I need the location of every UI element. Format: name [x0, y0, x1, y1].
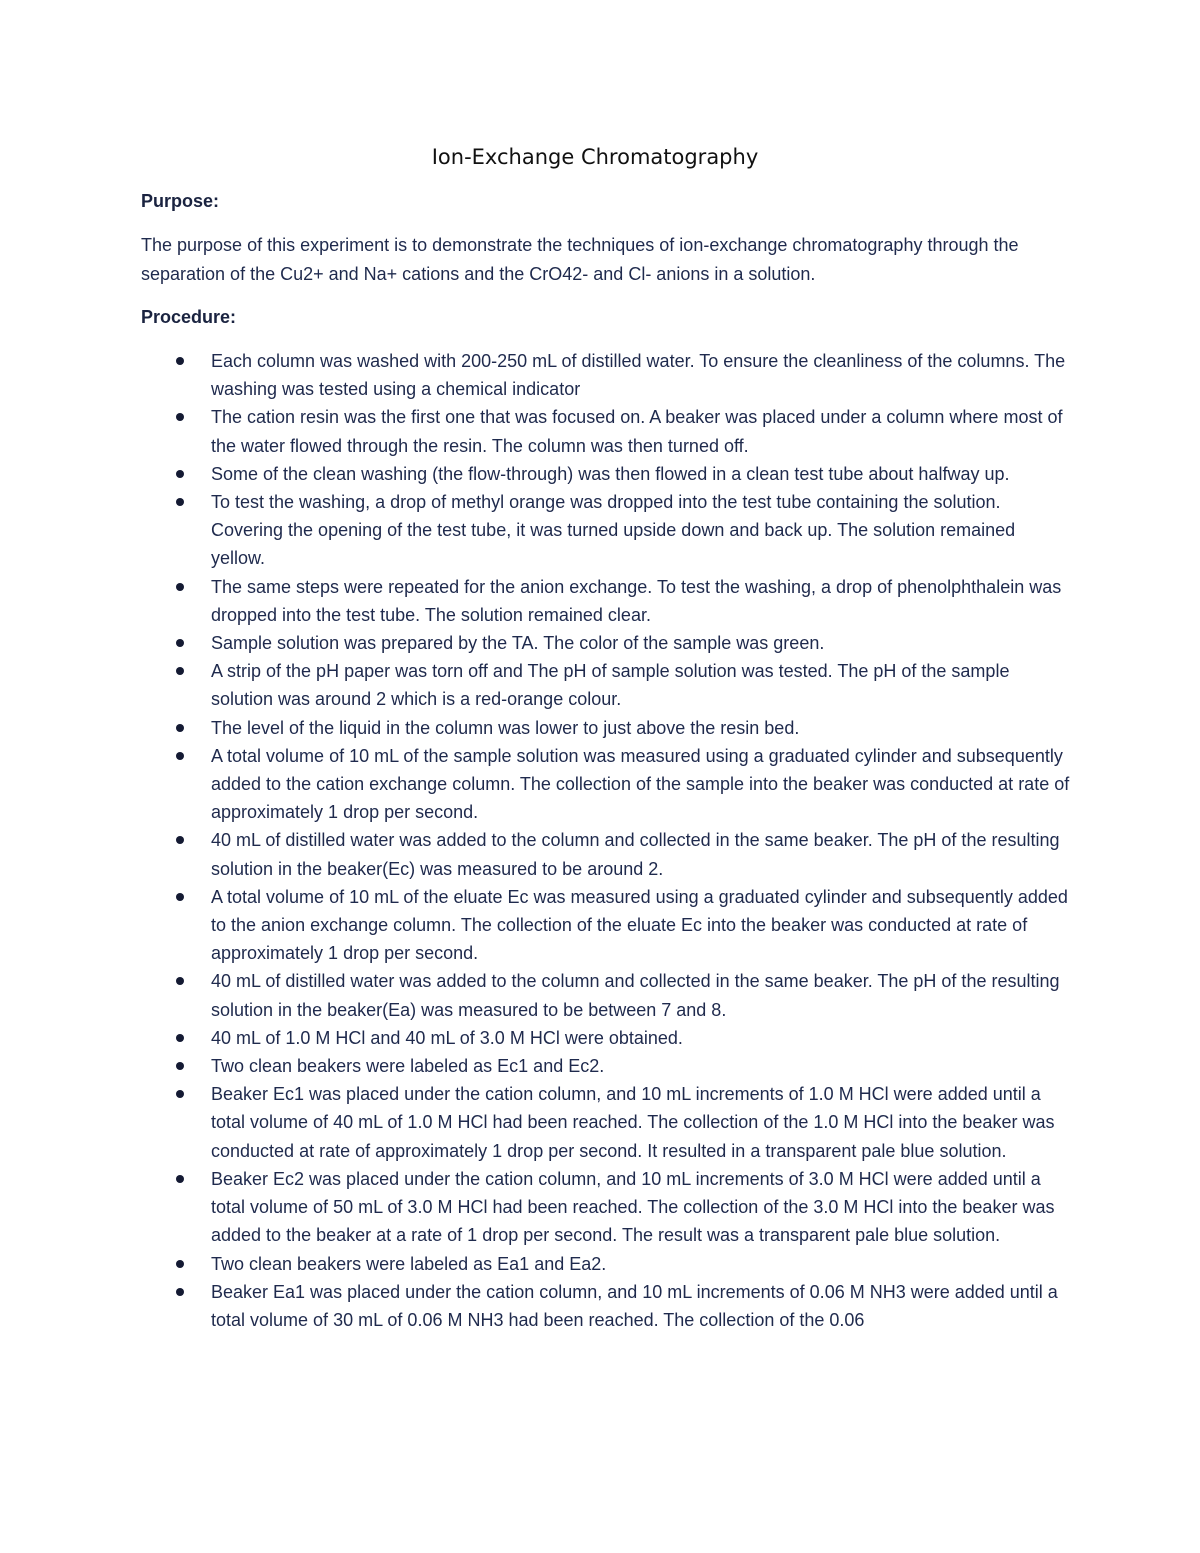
- procedure-step-text: The cation resin was the first one that was focused on. A beaker was placed under a column where most of the water flowed through the resin. The column was then turned off.: [211, 407, 1063, 456]
- procedure-step: [0, 403, 1071, 459]
- procedure-step: [0, 629, 1071, 657]
- procedure-step: [0, 826, 1071, 882]
- bullet-icon: [176, 1175, 184, 1183]
- procedure-step: [0, 967, 1071, 1023]
- procedure-heading: Procedure:: [141, 307, 237, 327]
- purpose-heading: Purpose:: [141, 191, 220, 211]
- procedure-step-text: Some of the clean washing (the flow-through) was then flowed in a clean test tube about halfway up.: [211, 463, 1010, 484]
- bullet-icon: [176, 498, 184, 506]
- bullet-icon: [176, 752, 184, 760]
- bullet-icon: [176, 470, 184, 478]
- bullet-icon: [176, 977, 184, 985]
- procedure-step-text: A total volume of 10 mL of the sample solution was measured using a graduated cylinder and subsequently added to the cation exchange column. The collection of the sample into the beaker was conducted at rate of approximately 1 drop per second.: [211, 745, 1070, 823]
- document-title: Ion-Exchange Chromatography: [431, 145, 759, 169]
- procedure-step-text: 40 mL of 1.0 M HCl and 40 mL of 3.0 M HCl were obtained.: [211, 1027, 683, 1048]
- procedure-step: [0, 1278, 1071, 1334]
- procedure-step-text: The level of the liquid in the column was lower to just above the resin bed.: [211, 717, 800, 738]
- procedure-step-text: 40 mL of distilled water was added to the column and collected in the same beaker. The pH of the resulting solution in the beaker(Ea) was measured to be between 7 and 8.: [211, 971, 1060, 1020]
- bullet-icon: [176, 413, 184, 421]
- procedure-step: [0, 460, 1071, 488]
- procedure-step-text: Two clean beakers were labeled as Ec1 and Ec2.: [211, 1056, 605, 1077]
- procedure-step: [0, 883, 1071, 968]
- procedure-step: [0, 573, 1071, 629]
- procedure-step-text: A total volume of 10 mL of the eluate Ec was measured using a graduated cylinder and subsequently added to the anion exchange column. The collection of the eluate Ec into the beaker was conducted at rate of approximately 1 drop per second.: [211, 886, 1068, 964]
- bullet-icon: [176, 724, 184, 732]
- procedure-step: [0, 657, 1071, 713]
- procedure-step: [0, 1250, 1071, 1278]
- procedure-step-text: 40 mL of distilled water was added to the column and collected in the same beaker. The pH of the resulting solution in the beaker(Ec) was measured to be around 2.: [211, 830, 1060, 879]
- procedure-step-text: Beaker Ec1 was placed under the cation column, and 10 mL increments of 1.0 M HCl were added until a total volume of 40 mL of 1.0 M HCl had been reached. The collection of the 1.0 M HCl into the beaker was conducted at rate of approximately 1 drop per second. It resulted in a transparent pale blue solution.: [211, 1084, 1055, 1161]
- bullet-icon: [176, 639, 184, 647]
- bullet-icon: [176, 1288, 184, 1296]
- procedure-step: [0, 1165, 1071, 1250]
- bullet-icon: [176, 1062, 184, 1070]
- procedure-step: [0, 488, 1071, 573]
- purpose-paragraph: The purpose of this experiment is to demonstrate the techniques of ion-exchange chromatography through the separation of the Cu2+ and Na+ cations and the CrO42- and Cl- anions in a solution.: [141, 235, 1019, 284]
- procedure-step-text: To test the washing, a drop of methyl orange was dropped into the test tube containing the solution. Covering the opening of the test tube, it was turned upside down and back up. The solution remained yellow.: [211, 492, 1016, 569]
- bullet-icon: [176, 667, 184, 675]
- procedure-step-text: Beaker Ec2 was placed under the cation column, and 10 mL increments of 3.0 M HCl were added until a total volume of 50 mL of 3.0 M HCl had been reached. The collection of the 3.0 M HCl into the beaker was added to the beaker at a rate of 1 drop per second. The result was a transparent pale blue solution.: [211, 1168, 1055, 1246]
- procedure-step: [0, 1024, 1071, 1052]
- bullet-icon: [176, 1090, 184, 1098]
- procedure-step: [0, 1052, 1071, 1080]
- bullet-icon: [176, 1034, 184, 1042]
- procedure-step: [0, 742, 1071, 827]
- procedure-step-text: Each column was washed with 200-250 mL of distilled water. To ensure the cleanliness of the columns. The washing was tested using a chemical indicator: [211, 351, 1066, 400]
- procedure-step: [0, 714, 1071, 742]
- procedure-step-text: The same steps were repeated for the anion exchange. To test the washing, a drop of phenolphthalein was dropped into the test tube. The solution remained clear.: [211, 576, 1062, 625]
- procedure-step-text: Two clean beakers were labeled as Ea1 and Ea2.: [211, 1253, 607, 1274]
- bullet-icon: [176, 357, 184, 365]
- procedure-step-text: Beaker Ea1 was placed under the cation column, and 10 mL increments of 0.06 M NH3 were added until a total volume of 30 mL of 0.06 M NH3 had been reached. The collection of the 0.06: [211, 1281, 1058, 1330]
- procedure-steps-list: [0, 347, 1200, 1334]
- procedure-step: [0, 347, 1071, 403]
- bullet-icon: [176, 836, 184, 844]
- procedure-step-text: A strip of the pH paper was torn off and The pH of sample solution was tested. The pH of the sample solution was around 2 which is a red-orange colour.: [211, 661, 1010, 710]
- bullet-icon: [176, 583, 184, 591]
- bullet-icon: [176, 893, 184, 901]
- bullet-icon: [176, 1260, 184, 1268]
- procedure-step-text: Sample solution was prepared by the TA. The color of the sample was green.: [211, 633, 825, 654]
- procedure-step: [0, 1080, 1071, 1165]
